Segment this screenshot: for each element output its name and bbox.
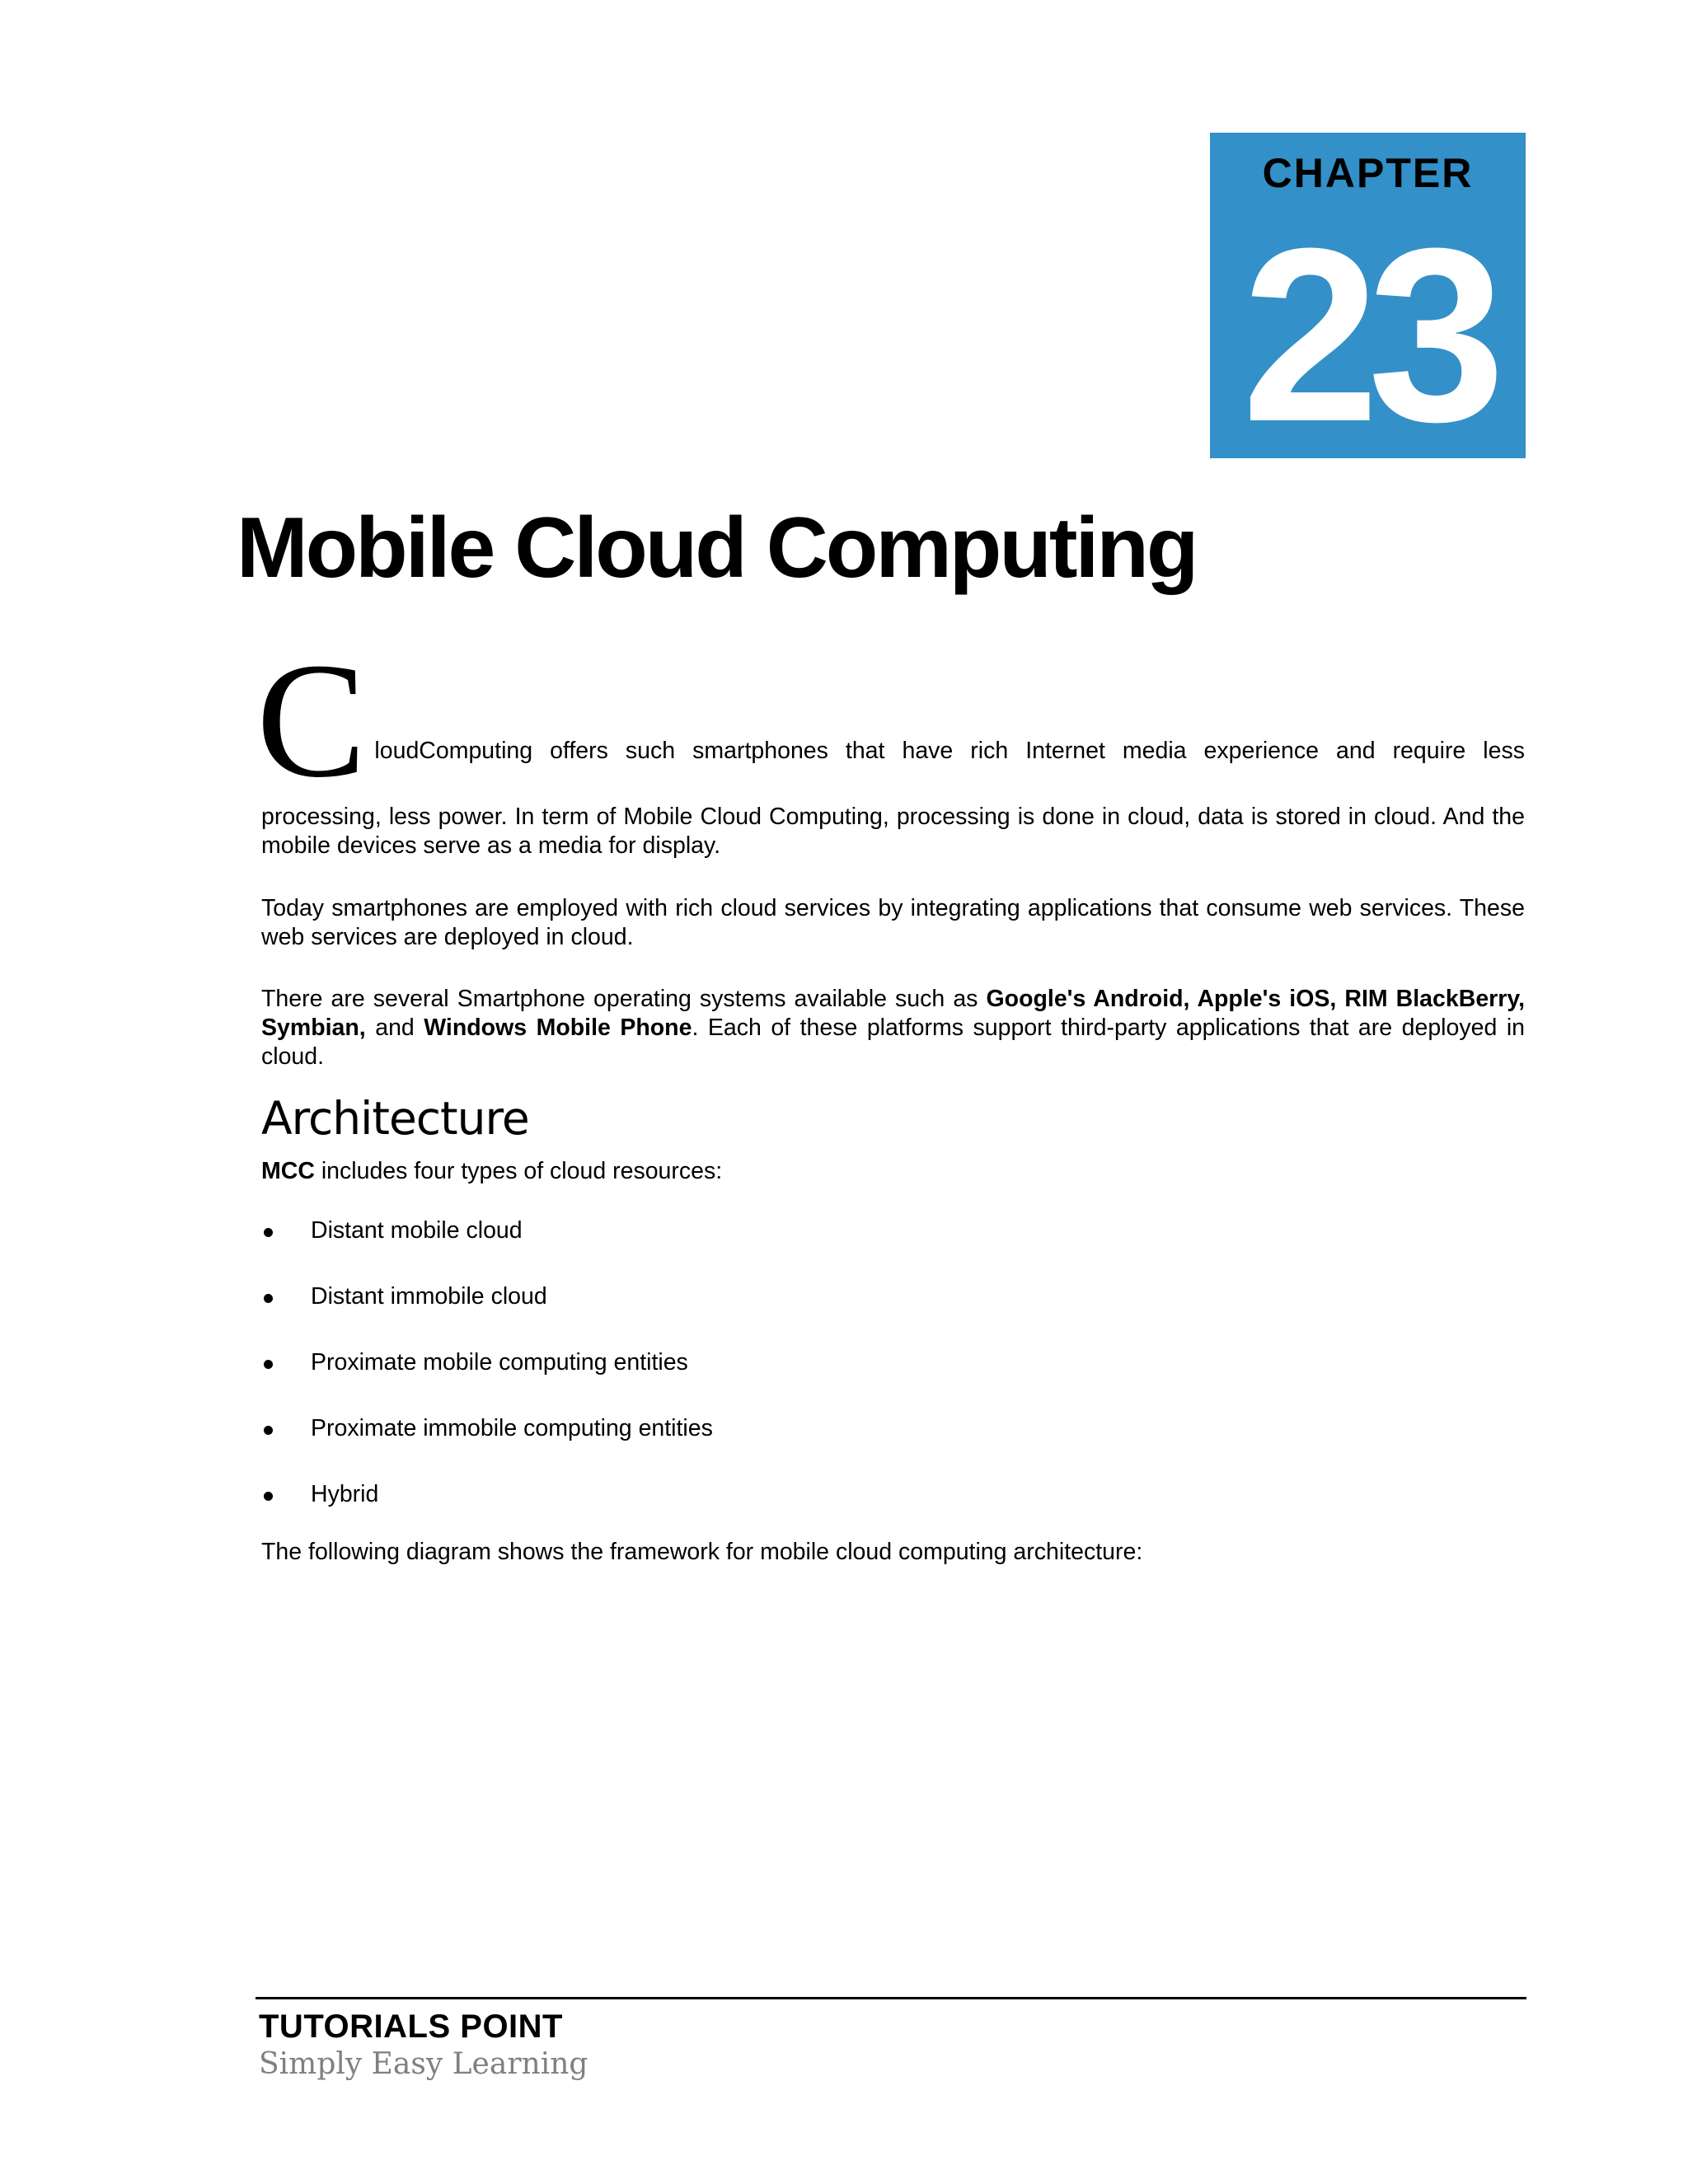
os-bold-1: Google's Android, Apple's iOS, RIM BlackBerry, Symbian, (261, 986, 1526, 1041)
drop-cap: C (256, 630, 367, 812)
chapter-number: 23 (1241, 196, 1494, 458)
intro-paragraph (256, 630, 1525, 860)
list-item (261, 1348, 1525, 1377)
paragraph-web-services: Today smartphones are employed with rich cloud services by integrating applications that consume web services. These web services are deployed in cloud. (261, 895, 1525, 950)
footer-divider (256, 1997, 1526, 1999)
list-item-label: Hybrid (311, 1481, 379, 1507)
bullet-icon (264, 1228, 273, 1237)
bullet-icon (264, 1426, 273, 1435)
chapter-label: CHAPTER (1262, 150, 1474, 196)
os-bold-2: Windows Mobile Phone (424, 1015, 692, 1041)
paragraph-operating-systems (261, 985, 1525, 1071)
bullet-icon (264, 1492, 273, 1501)
main-content (256, 630, 1526, 1567)
os-text-2: and (365, 1015, 424, 1041)
list-item-label: Proximate mobile computing entities (311, 1349, 688, 1376)
cloud-resources-list (261, 1216, 1525, 1509)
os-text-1: There are several Smartphone operating systems available such as (261, 986, 987, 1012)
list-item (261, 1480, 1525, 1509)
list-item (261, 1414, 1525, 1443)
list-item (261, 1282, 1525, 1311)
os-text-3: . Each of these platforms support third-party applications that are deployed in cloud. (261, 1015, 1525, 1070)
footer-brand: TUTORIALS POINT (259, 2008, 563, 2045)
architecture-intro-text: includes four types of cloud resources: (314, 1158, 723, 1184)
section-heading-architecture: Architecture (261, 1092, 529, 1145)
list-item-label: Distant mobile cloud (311, 1217, 523, 1244)
list-item-label: Distant immobile cloud (311, 1283, 547, 1310)
list-item-label: Proximate immobile computing entities (311, 1415, 713, 1441)
intro-first-line: loudComputing offers such smartphones that have rich Internet media experience and require less (374, 738, 1525, 764)
architecture-intro (261, 1157, 1525, 1186)
list-item (261, 1216, 1525, 1245)
bullet-icon (264, 1360, 273, 1369)
intro-continuation: processing, less power. In term of Mobile Cloud Computing, processing is done in cloud, data is stored in cloud. And the mobile devices serve as a media for display. (261, 804, 1525, 859)
diagram-intro: The following diagram shows the framework for mobile cloud computing architecture: (261, 1539, 1143, 1565)
footer-tagline: Simply Easy Learning (259, 2047, 588, 2081)
mcc-acronym: MCC (261, 1158, 315, 1184)
chapter-badge (1210, 133, 1526, 458)
chapter-title: Mobile Cloud Computing (237, 500, 1197, 596)
bullet-icon (264, 1294, 273, 1303)
